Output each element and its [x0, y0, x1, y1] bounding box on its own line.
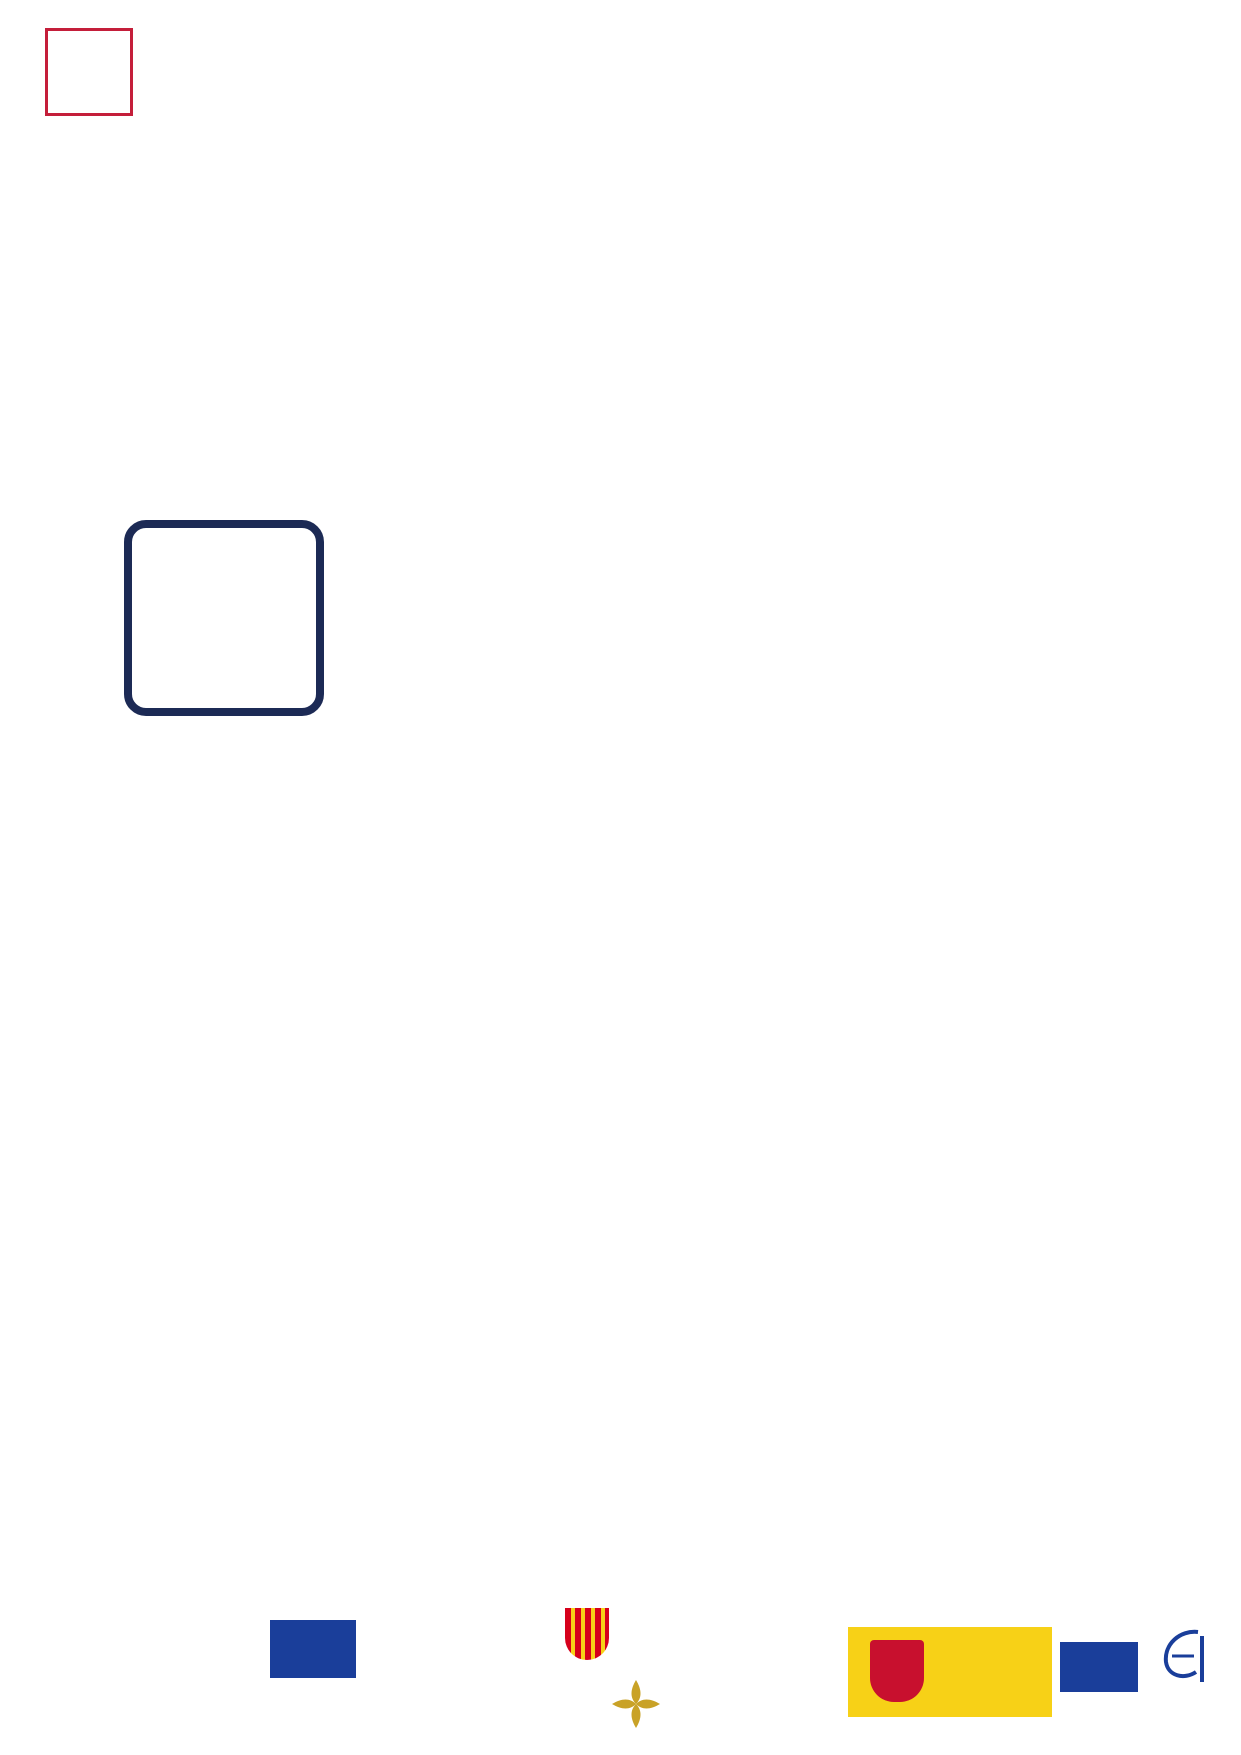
ue-flag-icon: [1060, 1642, 1138, 1692]
upf-logo: [45, 28, 133, 116]
eu-flag-icon: [270, 1620, 356, 1678]
icrea-logo-icon: [608, 1676, 664, 1732]
decorative-curves-bottom: [0, 1565, 250, 1755]
generalitat-emblem-icon: [565, 1608, 609, 1660]
spain-coat-of-arms-icon: [870, 1640, 924, 1702]
coffee-break: [342, 1138, 1130, 1148]
decorative-curves-top: [630, 0, 1241, 170]
session-1: [342, 530, 1130, 536]
date-box: [124, 520, 324, 716]
aei-logo-icon: [1150, 1626, 1212, 1688]
